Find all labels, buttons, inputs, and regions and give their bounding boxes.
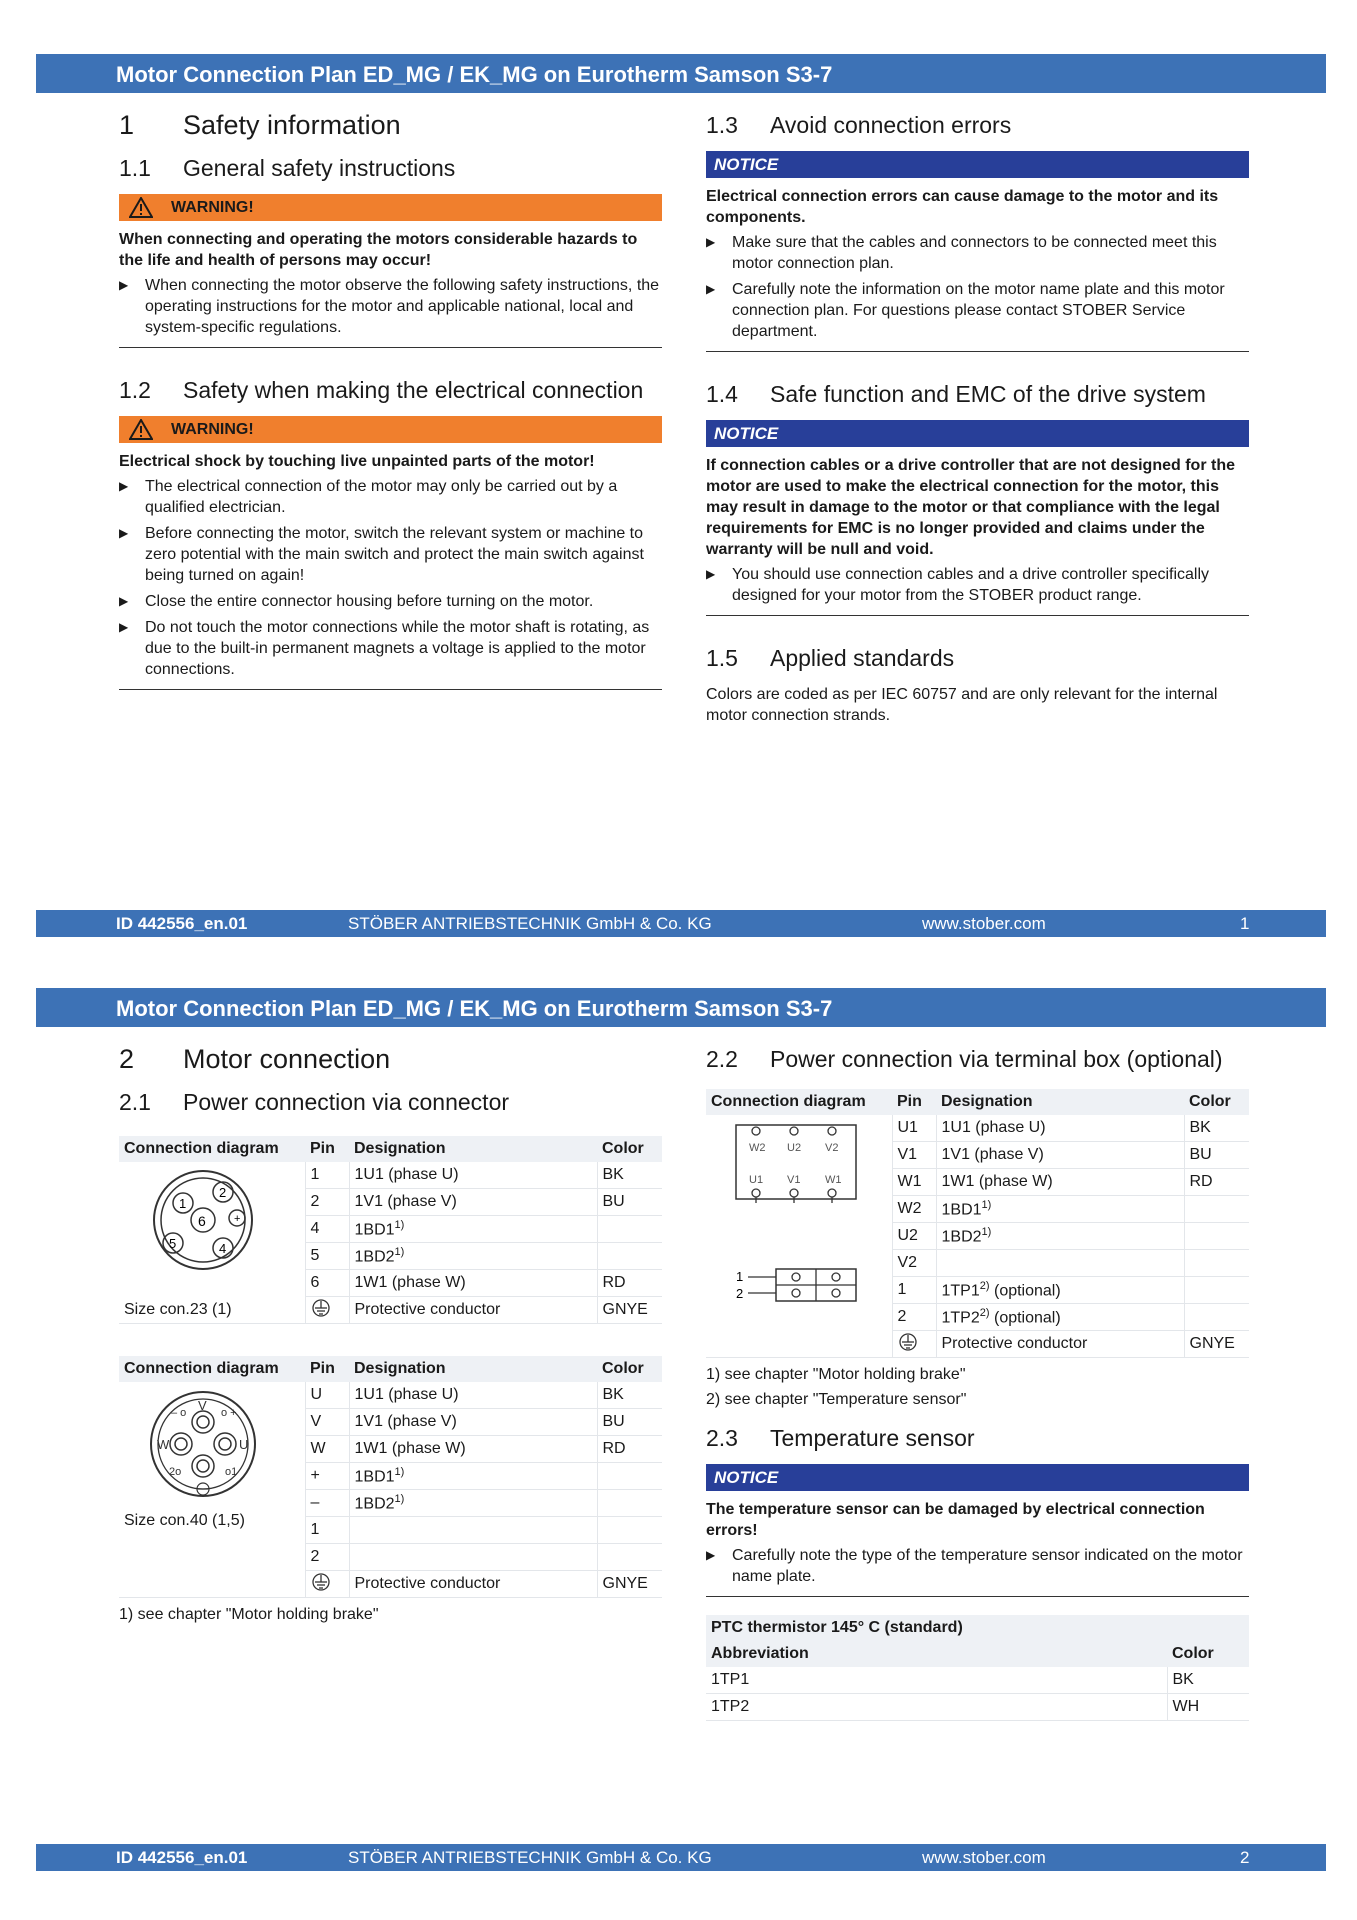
svg-text:6: 6 [198, 1213, 206, 1229]
table-row: – 1BD2$^{1)}$ [119, 1490, 662, 1517]
warning-triangle-icon [129, 419, 153, 440]
notice-banner: NOTICE [706, 151, 1249, 178]
document-id: ID 442556_en.01 [116, 1848, 248, 1867]
table-row: 2 1TP2$^{2)}$ (optional) [706, 1304, 1249, 1331]
section-1-4-heading: 1.4 Safe function and EMC of the drive system [706, 381, 1206, 407]
footer-page2 [36, 1844, 1326, 1871]
header-title: Motor Connection Plan ED_MG / EK_MG on Eurotherm Samson S3-7 [116, 62, 833, 87]
connector-size-label: Size con.23 (1) [124, 1301, 232, 1318]
svg-text:U: U [239, 1437, 249, 1452]
protective-earth-icon [898, 1332, 918, 1352]
section-2-3-heading: 2.3 Temperature sensor [706, 1425, 975, 1451]
list-item: ▶ Do not touch the motor connections while the motor shaft is rotating, as due to the built-in permanent magnets a voltage is applied to the motor connections. [119, 617, 662, 680]
header-band-page1 [36, 54, 1326, 93]
connector-size-label: Size con.40 (1,5) [124, 1512, 245, 1529]
connector-con23-drawing [143, 1166, 263, 1276]
section-2-1-heading: 2.1 Power connection via connector [119, 1089, 510, 1115]
section-1-5-heading: 1.5 Applied standards [706, 645, 955, 671]
svg-text:o1: o1 [225, 1466, 238, 1478]
page2-right-column [706, 1047, 1249, 1721]
table-row: W1 1W1 (phase W) RD [706, 1169, 1249, 1196]
list-item: ▶ When connecting the motor observe the following safety instructions, the operating instructions for the motor and applicable national, local and system-specific regulations. [119, 275, 662, 338]
section-2-3-body: The temperature sensor can be damaged by electrical connection errors! ▶ Carefully note the type of the temperature sensor indicated on the motor name plate. [706, 1499, 1249, 1597]
svg-text:– o: – o [171, 1407, 187, 1419]
terminal-box-table: Connection diagram Pin Designation Color W2 U2 V2 U1 V1 W1 1 2 U1 1U1 (phase U) BK V1 1V1 (phase V) BU W1 1W1 (phase W) RD W2 1BD1$^{1)}$ U2 1BD2$^{1)}$ V2 1 1TP1$^{2)}$ (optional) 2 1TP2$^{2)}$ (optional) Protective conductor GNYE [706, 1089, 1249, 1358]
footnotes: 1) see chapter "Motor holding brake" 2) see chapter "Temperature sensor" [706, 1366, 967, 1408]
svg-text:V: V [198, 1398, 207, 1413]
table-row: W2 1BD1$^{1)}$ [706, 1196, 1249, 1223]
section-1-3-heading: 1.3 Avoid connection errors [706, 112, 1012, 138]
notice-banner: NOTICE [706, 420, 1249, 447]
section-1-1-heading: 1.1 General safety instructions [119, 155, 456, 181]
list-item: ▶ Close the entire connector housing before turning on the motor. [119, 591, 662, 612]
footnote: 1) see chapter "Motor holding brake" [119, 1606, 379, 1623]
table-row: 1 1TP1$^{2)}$ (optional) [706, 1277, 1249, 1304]
website: www.stober.com [922, 1848, 1046, 1867]
header-band-page2 [36, 988, 1326, 1027]
company-name: STÖBER ANTRIEBSTECHNIK GmbH & Co. KG [348, 914, 712, 933]
table-row: V 1V1 (phase V) BU [119, 1409, 662, 1436]
terminal-label: V2 [825, 1142, 839, 1154]
table-row: V2 [706, 1250, 1249, 1277]
page-number: 1 [1240, 914, 1250, 933]
terminal-label: W2 [749, 1142, 766, 1154]
section-1-2-heading: 1.2 Safety when making the electrical connection [119, 377, 644, 403]
notice-banner: NOTICE [706, 1464, 1249, 1491]
table-row: V1 1V1 (phase V) BU [706, 1142, 1249, 1169]
table-row: Protective conductor GNYE [119, 1571, 662, 1598]
document-id: ID 442556_en.01 [116, 914, 248, 933]
list-item: ▶ Carefully note the information on the motor name plate and this motor connection plan. For questions please contact STOBER Service department. [706, 279, 1249, 342]
table-row: 2 [119, 1544, 662, 1571]
page1-right-column [706, 113, 1249, 726]
ptc-table-title: PTC thermistor 145° C (standard) [706, 1615, 1249, 1641]
warning-banner: WARNING! [119, 194, 662, 221]
section-1-1-body: When connecting and operating the motors considerable hazards to the life and health of persons may occur! ▶ When connecting the motor observe the following safety instructions, the operating instructions for the motor and applicable national, local and system-specific regulations. [119, 229, 662, 348]
terminal-label: U1 [749, 1174, 764, 1186]
table-row: 1TP1 BK [706, 1667, 1249, 1694]
ptc-thermistor-table: PTC thermistor 145° C (standard) Abbreviation Color 1TP1 BK 1TP2 WH [706, 1615, 1249, 1721]
table-row: U2 1BD2$^{1)}$ [706, 1223, 1249, 1250]
table-row: 1 2 6 + 5 4 Size con.23 (1) 1 1U1 (phase U) BK [119, 1162, 662, 1189]
warning-triangle-icon [129, 197, 153, 218]
terminal-label: V1 [787, 1174, 801, 1186]
svg-text:2o: 2o [169, 1466, 182, 1478]
section-2-heading: 2 Motor connection [119, 1044, 391, 1074]
table-row: Protective conductor GNYE [119, 1297, 662, 1324]
company-name: STÖBER ANTRIEBSTECHNIK GmbH & Co. KG [348, 1848, 712, 1867]
header-title: Motor Connection Plan ED_MG / EK_MG on Eurotherm Samson S3-7 [116, 996, 833, 1021]
protective-earth-icon [311, 1298, 331, 1318]
section-1-2-body: Electrical shock by touching live unpainted parts of the motor! ▶ The electrical connection of the motor may only be carried out by a qualified electrician. ▶ Before connecting the motor, switch the relevant system or machine to zero potential with the main switch and protect the main switch against being turned on again! ▶ Close the entire connector housing before turning on the motor. ▶ Do not touch the motor connections while the motor shaft is rotating, as due to the built-in permanent magnets a voltage is applied to the motor connections. [119, 451, 662, 690]
svg-text:4: 4 [219, 1241, 227, 1256]
svg-text:W: W [157, 1437, 170, 1452]
terminal-label: 1 [736, 1269, 744, 1284]
connector-table-con23: Connection diagram Pin Designation Color 1 2 6 + 5 4 Size con.23 (1) 1 1U1 (phase U) BK 2 1V1 (phase V) BU 4 1BD1$^{1)}$ 5 1BD2$^{1)}$ 6 1W1 (phase W) RD Protective conductor GNYE [119, 1136, 662, 1324]
table-row: 4 1BD1$^{1)}$ [119, 1216, 662, 1243]
page-number: 2 [1240, 1848, 1250, 1867]
page1-left-column [119, 111, 662, 720]
footer-page1 [36, 910, 1326, 937]
section-1-heading: 1 Safety information [119, 110, 401, 140]
table-row: + 1BD1$^{1)}$ [119, 1463, 662, 1490]
section-1-3-body: Electrical connection errors can cause damage to the motor and its components. ▶ Make sure that the cables and connectors to be connected meet this motor connection plan. ▶ Carefully note the information on the motor name plate and this motor connection plan. For questions please contact STOBER Service department. [706, 186, 1249, 352]
svg-text:o +: o + [221, 1407, 237, 1419]
terminal-box-diagram [706, 1115, 892, 1358]
table-row: 1 [119, 1517, 662, 1544]
table-row: 1TP2 WH [706, 1694, 1249, 1721]
table-row: Protective conductor GNYE [706, 1331, 1249, 1358]
connector-con40-diagram [119, 1382, 305, 1598]
section-1-4-body: If connection cables or a drive controller that are not designed for the motor are used to make the electrical connection for the motor, this may result in damage to the motor or that compliance with the legal requirements for EMC is no longer provided and claims under the warranty will be null and void. ▶ You should use connection cables and a drive controller specifically designed for your motor from the STOBER product range. [706, 455, 1249, 616]
page2-left-column [119, 1045, 662, 1627]
applied-standards-text: Colors are coded as per IEC 60757 and are only relevant for the internal motor connection strands. [706, 686, 1218, 724]
website: www.stober.com [922, 914, 1046, 933]
terminal-label: W1 [825, 1174, 842, 1186]
connector-con40-drawing [143, 1386, 263, 1506]
terminal-box-drawing [706, 1119, 886, 1319]
protective-earth-icon [311, 1572, 331, 1592]
list-item: ▶ Carefully note the type of the temperature sensor indicated on the motor name plate. [706, 1545, 1249, 1587]
table-row: W2 U2 V2 U1 V1 W1 1 2 U1 1U1 (phase U) BK [706, 1115, 1249, 1142]
table-row: 5 1BD2$^{1)}$ [119, 1243, 662, 1270]
section-2-2-heading: 2.2 Power connection via terminal box (optional) [706, 1046, 1223, 1072]
list-item: ▶ The electrical connection of the motor may only be carried out by a qualified electrician. [119, 476, 662, 518]
list-item: ▶ You should use connection cables and a drive controller specifically designed for your motor from the STOBER product range. [706, 564, 1249, 606]
svg-text:1: 1 [179, 1196, 187, 1211]
table-row: 6 1W1 (phase W) RD [119, 1270, 662, 1297]
connector-table-con40: Connection diagram Pin Designation Color V W U – o o + 2o o1 Size con.40 (1,5) U 1U1 (phase U) BK V 1V1 (phase V) BU W 1W1 (phase W) RD + 1BD1$^{1)}$ – 1BD2$^{1)}$ 1 2 Protective conductor GNYE [119, 1356, 662, 1598]
terminal-label: 2 [736, 1286, 744, 1301]
connector-con23-diagram [119, 1162, 305, 1324]
svg-text:2: 2 [219, 1185, 227, 1200]
warning-banner: WARNING! [119, 416, 662, 443]
list-item: ▶ Before connecting the motor, switch the relevant system or machine to zero potential with the main switch and protect the main switch against being turned on again! [119, 523, 662, 586]
list-item: ▶ Make sure that the cables and connectors to be connected meet this motor connection plan. [706, 232, 1249, 274]
svg-text:+: + [234, 1213, 241, 1225]
table-row: 2 1V1 (phase V) BU [119, 1189, 662, 1216]
terminal-label: U2 [787, 1142, 802, 1154]
table-row: W 1W1 (phase W) RD [119, 1436, 662, 1463]
svg-text:5: 5 [169, 1236, 177, 1251]
table-row: V W U – o o + 2o o1 Size con.40 (1,5) U 1U1 (phase U) BK [119, 1382, 662, 1409]
